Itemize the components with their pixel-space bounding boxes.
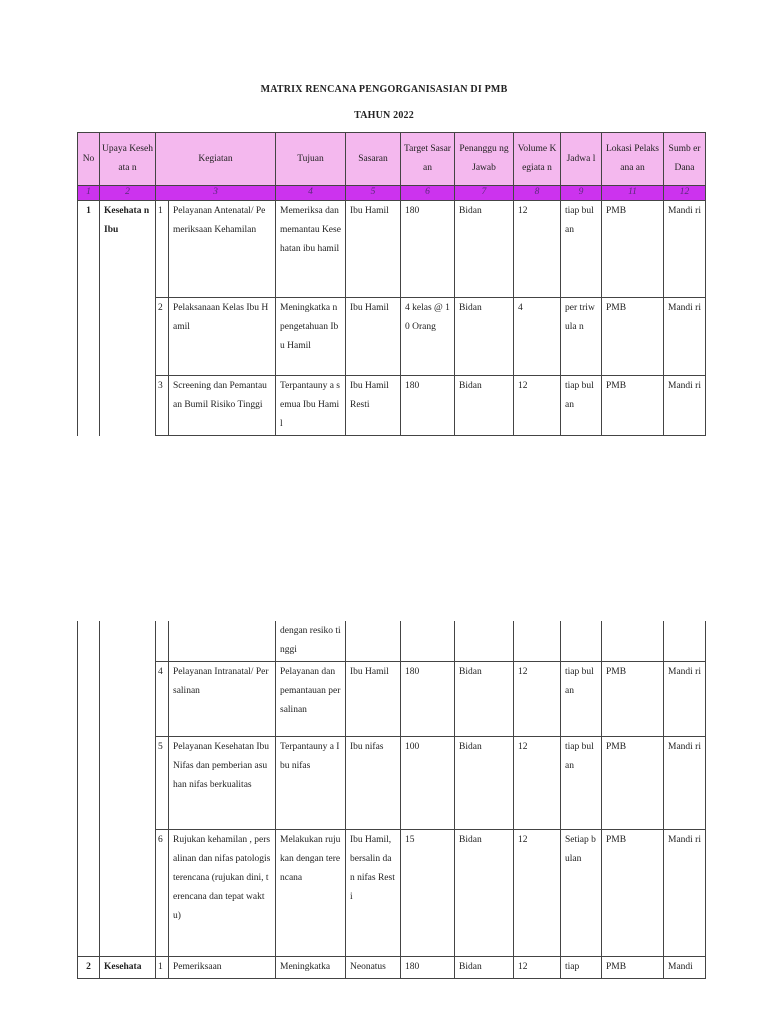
cell-jadwal: tiap bulan <box>561 662 602 737</box>
cell-sasaran <box>346 621 401 662</box>
cell-tujuan: Memeriksa dan memantau Kesehatan ibu hamil <box>276 201 346 298</box>
cell-sasaran: Ibu Hamil <box>346 201 401 298</box>
cell-sasaran: Neonatus <box>346 957 401 979</box>
cell-volume: 12 <box>514 957 561 979</box>
cell-lokasi: PMB <box>602 201 664 298</box>
cell-tujuan: Melakukan rujukan dengan terencana <box>276 830 346 957</box>
colnum: 7 <box>455 186 514 201</box>
cell-jadwal: tiap <box>561 957 602 979</box>
cell-dana: Mandi <box>664 957 706 979</box>
cell-target: 4 kelas @ 10 Orang <box>401 298 455 376</box>
cell-lokasi: PMB <box>602 662 664 737</box>
cell-tujuan: Meningkatka <box>276 957 346 979</box>
header-sasaran: Sasaran <box>346 133 401 186</box>
table-header-row <box>78 133 706 186</box>
matrix-table-page2 <box>77 621 706 979</box>
colnum: 5 <box>346 186 401 201</box>
row-number: 3 <box>156 376 169 436</box>
table-row <box>78 830 706 957</box>
cell-pj: Bidan <box>455 662 514 737</box>
cell-volume: 4 <box>514 298 561 376</box>
cell-pj: Bidan <box>455 957 514 979</box>
cell-dana: Mandi ri <box>664 737 706 830</box>
cell-kegiatan: Rujukan kehamilan , persalinan dan nifas patologis terencana (rujukan dini, terencana dan tepat waktu) <box>169 830 276 957</box>
colnum: 3 <box>156 186 276 201</box>
cell-volume <box>514 621 561 662</box>
cell-kegiatan: Pelayanan Antenatal/ Pemeriksaan Kehamilan <box>169 201 276 298</box>
group-no: 2 <box>78 957 100 979</box>
colnum: 11 <box>602 186 664 201</box>
cell-pj: Bidan <box>455 830 514 957</box>
colnum: 2 <box>100 186 156 201</box>
cell-kegiatan: Pelayanan Intranatal/ Persalinan <box>169 662 276 737</box>
cell-jadwal: tiap bulan <box>561 376 602 436</box>
cell-tujuan: Pelayanan dan pemantauan persalinan <box>276 662 346 737</box>
colnum: 6 <box>401 186 455 201</box>
cell-target: 180 <box>401 201 455 298</box>
cell-target: 180 <box>401 662 455 737</box>
colnum: 1 <box>78 186 100 201</box>
cell-dana: Mandi ri <box>664 376 706 436</box>
cell-volume: 12 <box>514 830 561 957</box>
header-upaya: Upaya Kesehata n <box>100 133 156 186</box>
table-row <box>78 201 706 298</box>
cell-kegiatan: Screening dan Pemantauan Bumil Risiko Tinggi <box>169 376 276 436</box>
cell-sasaran: Ibu Hamil <box>346 662 401 737</box>
cell-lokasi: PMB <box>602 957 664 979</box>
header-kegiatan: Kegiatan <box>156 133 276 186</box>
row-number: 2 <box>156 298 169 376</box>
cell-tujuan: Meningkatka n pengetahuan Ibu Hamil <box>276 298 346 376</box>
cell-tujuan: Terpantauny a semua Ibu Hamil <box>276 376 346 436</box>
cell-jadwal: per triwula n <box>561 298 602 376</box>
header-volume: Volume Kegiata n <box>514 133 561 186</box>
header-target: Target Sasaran <box>401 133 455 186</box>
group-upaya-continued <box>100 621 156 957</box>
cell-pj: Bidan <box>455 298 514 376</box>
colnum: 12 <box>664 186 706 201</box>
cell-pj: Bidan <box>455 376 514 436</box>
cell-tujuan: dengan resiko tinggi <box>276 621 346 662</box>
row-number: 1 <box>156 957 169 979</box>
cell-sasaran: Ibu nifas <box>346 737 401 830</box>
cell-kegiatan: Pelayanan Kesehatan Ibu Nifas dan pemberian asuhan nifas berkualitas <box>169 737 276 830</box>
cell-jadwal: tiap bulan <box>561 737 602 830</box>
row-number: 1 <box>156 201 169 298</box>
cell-lokasi: PMB <box>602 737 664 830</box>
cell-target: 15 <box>401 830 455 957</box>
cell-lokasi: PMB <box>602 376 664 436</box>
header-sumber-dana: Sumb er Dana <box>664 133 706 186</box>
colnum: 4 <box>276 186 346 201</box>
table-row <box>78 298 706 376</box>
table-row <box>78 621 706 662</box>
cell-lokasi <box>602 621 664 662</box>
table-row <box>78 662 706 737</box>
group-upaya: Kesehata <box>100 957 156 979</box>
header-lokasi: Lokasi Pelaksana an <box>602 133 664 186</box>
colnum: 8 <box>514 186 561 201</box>
cell-dana: Mandi ri <box>664 662 706 737</box>
row-number: 5 <box>156 737 169 830</box>
cell-dana: Mandi ri <box>664 201 706 298</box>
cell-pj: Bidan <box>455 737 514 830</box>
cell-pj: Bidan <box>455 201 514 298</box>
cell-jadwal: tiap bulan <box>561 201 602 298</box>
cell-jadwal <box>561 621 602 662</box>
header-penanggung-jawab: Penanggu ng Jawab <box>455 133 514 186</box>
row-number: 4 <box>156 662 169 737</box>
group-no: 1 <box>78 201 100 436</box>
cell-sasaran: Ibu Hamil, bersalin dan nifas Resti <box>346 830 401 957</box>
cell-target <box>401 621 455 662</box>
cell-dana <box>664 621 706 662</box>
group-upaya: Kesehata n Ibu <box>100 201 156 436</box>
cell-pj <box>455 621 514 662</box>
cell-dana: Mandi ri <box>664 298 706 376</box>
cell-kegiatan <box>169 621 276 662</box>
table-row <box>78 737 706 830</box>
cell-volume: 12 <box>514 662 561 737</box>
header-no: No <box>78 133 100 186</box>
cell-tujuan: Terpantauny a Ibu nifas <box>276 737 346 830</box>
cell-target: 180 <box>401 957 455 979</box>
cell-volume: 12 <box>514 201 561 298</box>
cell-lokasi: PMB <box>602 298 664 376</box>
header-tujuan: Tujuan <box>276 133 346 186</box>
cell-kegiatan: Pemeriksaan <box>169 957 276 979</box>
table-row <box>78 376 706 436</box>
cell-dana: Mandi ri <box>664 830 706 957</box>
cell-target: 100 <box>401 737 455 830</box>
cell-jadwal: Setiap bulan <box>561 830 602 957</box>
document-title: MATRIX RENCANA PENGORGANISASIAN DI PMB <box>260 84 508 95</box>
row-number: 6 <box>156 830 169 957</box>
cell-volume: 12 <box>514 737 561 830</box>
document-subtitle: TAHUN 2022 <box>354 110 414 121</box>
colnum: 9 <box>561 186 602 201</box>
cell-lokasi: PMB <box>602 830 664 957</box>
column-number-row <box>78 186 706 201</box>
cell-sasaran: Ibu Hamil <box>346 298 401 376</box>
cell-volume: 12 <box>514 376 561 436</box>
cell-target: 180 <box>401 376 455 436</box>
header-jadwal: Jadwa l <box>561 133 602 186</box>
table-row <box>78 957 706 979</box>
matrix-table-page1 <box>77 132 706 436</box>
cell-kegiatan: Pelaksanaan Kelas Ibu Hamil <box>169 298 276 376</box>
cell-sasaran: Ibu Hamil Resti <box>346 376 401 436</box>
row-number <box>156 621 169 662</box>
group-no-continued <box>78 621 100 957</box>
